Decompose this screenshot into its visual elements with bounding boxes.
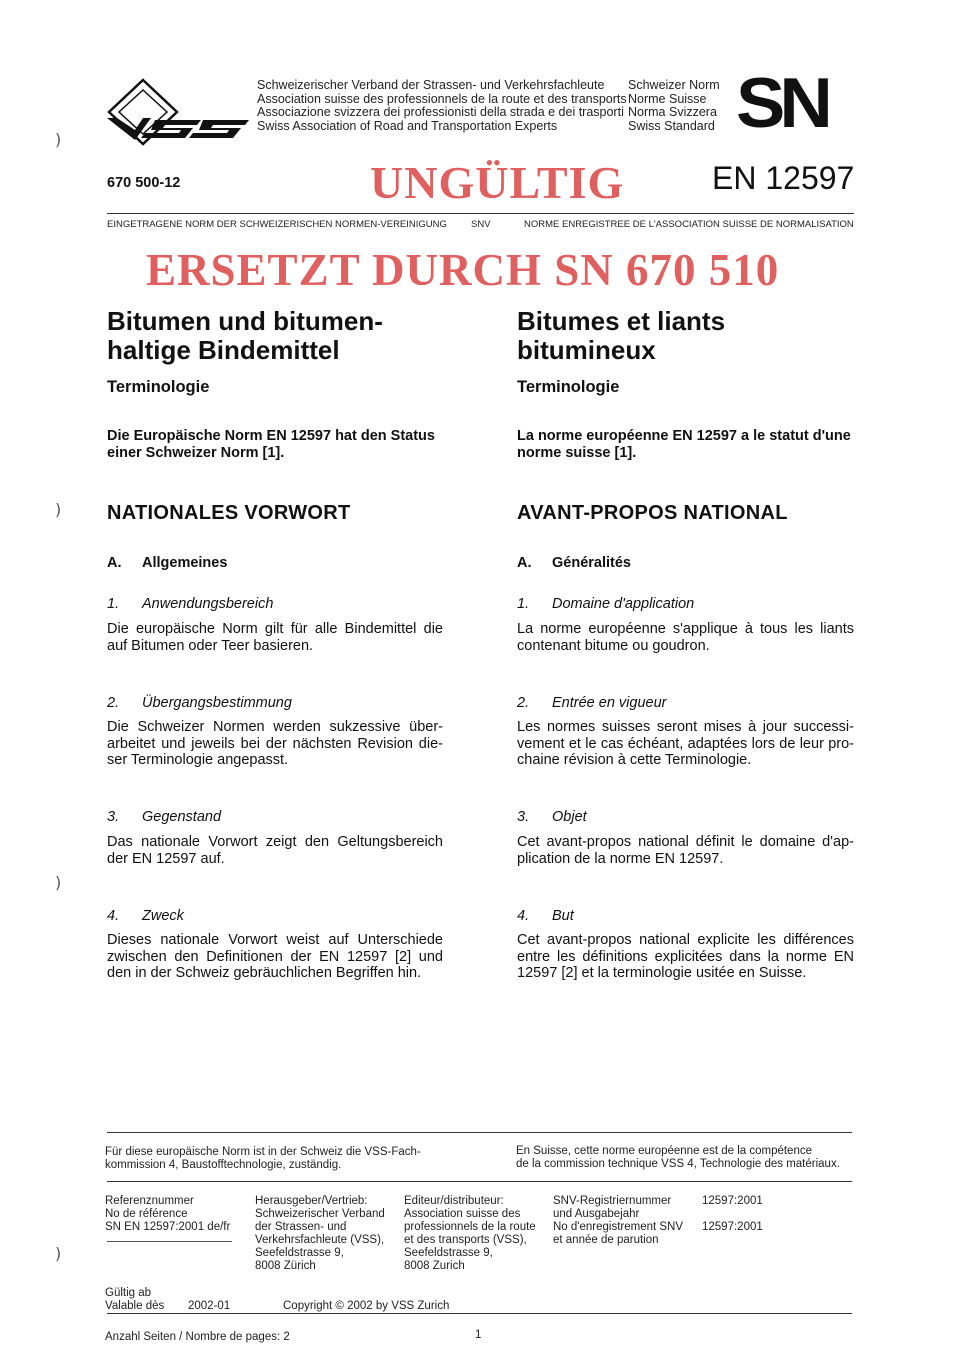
publisher-de: Herausgeber/Vertrieb: Schweizerischer Verband der Strassen- und Verkehrsfachleute (VSS), Seefeldstrasse 9, 8008 Zürich (255, 1195, 385, 1272)
item-text-fr-4: Cet avant-propos national explicite les différences entre les définitions explicitées dans la norme EN 12597 [2] et la terminologie usitée en Suisse. (517, 932, 854, 981)
reference-rule (107, 1241, 232, 1242)
norm-label-fr: Norme Suisse (628, 91, 707, 106)
section-heading-de: NATIONALES VORWORT (107, 502, 351, 524)
item-title-fr-2: 2. Entrée en vigueur (517, 695, 667, 711)
item-title-de-2: 2. Übergangsbestimmung (107, 695, 292, 711)
footer-rule-mid (107, 1181, 852, 1182)
item-text-de-2: Die Schweizer Normen werden sukzessive überarbeitet und jeweils bei der nächsten Revision dieser Terminologie angepasst. (107, 719, 443, 768)
item-title-fr-1: 1. Domaine d'application (517, 596, 695, 612)
vss-logo (105, 78, 250, 146)
item-title-fr-4: 4. But (517, 908, 574, 924)
item-text-de-1: Die europäische Norm gilt für alle Bindemittel die auf Bitumen oder Teer basieren. (107, 621, 443, 654)
competence-de: Für diese europäische Norm ist in der Schweiz die VSS-Fach- kommission 4, Baustofftechnologie, zuständig. (105, 1146, 421, 1171)
snv-registration-value-2: 12597:2001 (702, 1221, 763, 1233)
org-line-fr: Association suisse des professionnels de la route et des transports (257, 91, 627, 106)
org-line-de: Schweizerischer Verband der Strassen- und Verkehrsfachleute (257, 78, 605, 92)
column-de (107, 307, 443, 365)
item-title-de-1: 1. Anwendungsbereich (107, 596, 274, 612)
norm-label-it: Norma Svizzera (628, 105, 717, 119)
subsection-title: Allgemeines (142, 555, 228, 571)
intro-fr: La norme européenne EN 12597 a le statut d'une norme suisse [1]. (517, 428, 851, 461)
snv-registration-value-1: 12597:2001 (702, 1195, 763, 1207)
column-fr (517, 307, 854, 365)
snv-registration: SNV-Registriernummer und Ausgabejahr No d'enregistrement SNV et année de parution (553, 1195, 684, 1246)
norm-label-de: Schweizer Norm (628, 78, 720, 92)
margin-mark: ) (55, 1244, 62, 1263)
competence-fr: En Suisse, cette norme européenne est de la compétence de la commission technique VSS 4, Technologie des matériaux. (516, 1145, 840, 1170)
org-line-it: Associazione svizzera dei professionisti della strada e dei trasporti (257, 105, 624, 119)
snv-label: SNV (471, 219, 491, 230)
sn-logo: SN (736, 63, 827, 142)
footer-rule-bottom (107, 1313, 852, 1314)
publisher-fr: Editeur/distributeur: Association suisse des professionnels de la route et des transports (VSS), Seefeldstrasse 9, 8008 Zurich (404, 1195, 536, 1272)
margin-mark: ) (55, 130, 62, 149)
norm-labels (628, 79, 720, 133)
subtitle-de: Terminologie (107, 378, 210, 396)
section-heading-fr: AVANT-PROPOS NATIONAL (517, 502, 788, 524)
title-fr-line1: Bitumes et liants (517, 306, 726, 336)
doc-number: 670 500-12 (107, 175, 181, 191)
norm-label-en: Swiss Standard (628, 118, 715, 133)
registered-de: EINGETRAGENE NORM DER SCHWEIZERISCHEN NORMEN-VEREINIGUNG (107, 219, 447, 230)
item-text-fr-3: Cet avant-propos national définit le domaine d'application de la norme EN 12597. (517, 834, 854, 867)
header-rule (107, 213, 854, 214)
stamp-invalid: UNGÜLTIG (370, 157, 625, 208)
valid-date: 2002-01 (188, 1300, 231, 1312)
valid-from: Gültig ab Valable dès (105, 1287, 165, 1312)
title-de-line1: Bitumen und bitumen- (107, 306, 383, 336)
reference-number: Referenznummer No de référence SN EN 12597:2001 de/fr (105, 1195, 231, 1233)
subsection-de (107, 555, 227, 571)
item-text-de-3: Das nationale Vorwort zeigt den Geltungsbereich der EN 12597 auf. (107, 834, 443, 867)
subtitle-fr: Terminologie (517, 378, 620, 396)
margin-mark: ) (55, 873, 62, 892)
subsection-title: Généralités (552, 555, 631, 571)
subsection-letter: A. (107, 555, 122, 571)
item-title-fr-3: 3. Objet (517, 809, 587, 825)
org-names (257, 79, 627, 133)
item-title-de-3: 3. Gegenstand (107, 809, 222, 825)
registered-fr: NORME ENREGISTREE DE L'ASSOCIATION SUISSE DE NORMALISATION (524, 219, 854, 230)
title-de-line2: haltige Bindemittel (107, 335, 340, 365)
item-text-fr-1: La norme européenne s'applique à tous les liants contenant bitume ou goudron. (517, 621, 854, 654)
stamp-replaced: ERSETZT DURCH SN 670 510 (146, 245, 780, 295)
margin-mark: ) (55, 500, 62, 519)
item-title-de-4: 4. Zweck (107, 908, 184, 924)
org-line-en: Swiss Association of Road and Transportation Experts (257, 118, 558, 133)
subsection-fr (517, 555, 631, 571)
item-text-fr-2: Les normes suisses seront mises à jour successivement et le cas échéant, adaptées lors de leur prochaine révision à cette Terminologie. (517, 719, 854, 768)
item-text-de-4: Dieses nationale Vorwort weist auf Unterschiede zwischen den Definitionen der EN 12597 [2] und den in der Schweiz gebräuchlichen Begriffen hin. (107, 932, 443, 981)
en-number: EN 12597 (712, 160, 855, 196)
subsection-letter: A. (517, 555, 532, 571)
page-number: 1 (475, 1329, 482, 1341)
footer-rule-top (107, 1132, 852, 1133)
intro-de: Die Europäische Norm EN 12597 hat den Status einer Schweizer Norm [1]. (107, 428, 435, 461)
page-count: Anzahl Seiten / Nombre de pages: 2 (105, 1331, 290, 1343)
copyright: Copyright © 2002 by VSS Zurich (283, 1300, 450, 1312)
title-fr-line2: bitumineux (517, 335, 656, 365)
